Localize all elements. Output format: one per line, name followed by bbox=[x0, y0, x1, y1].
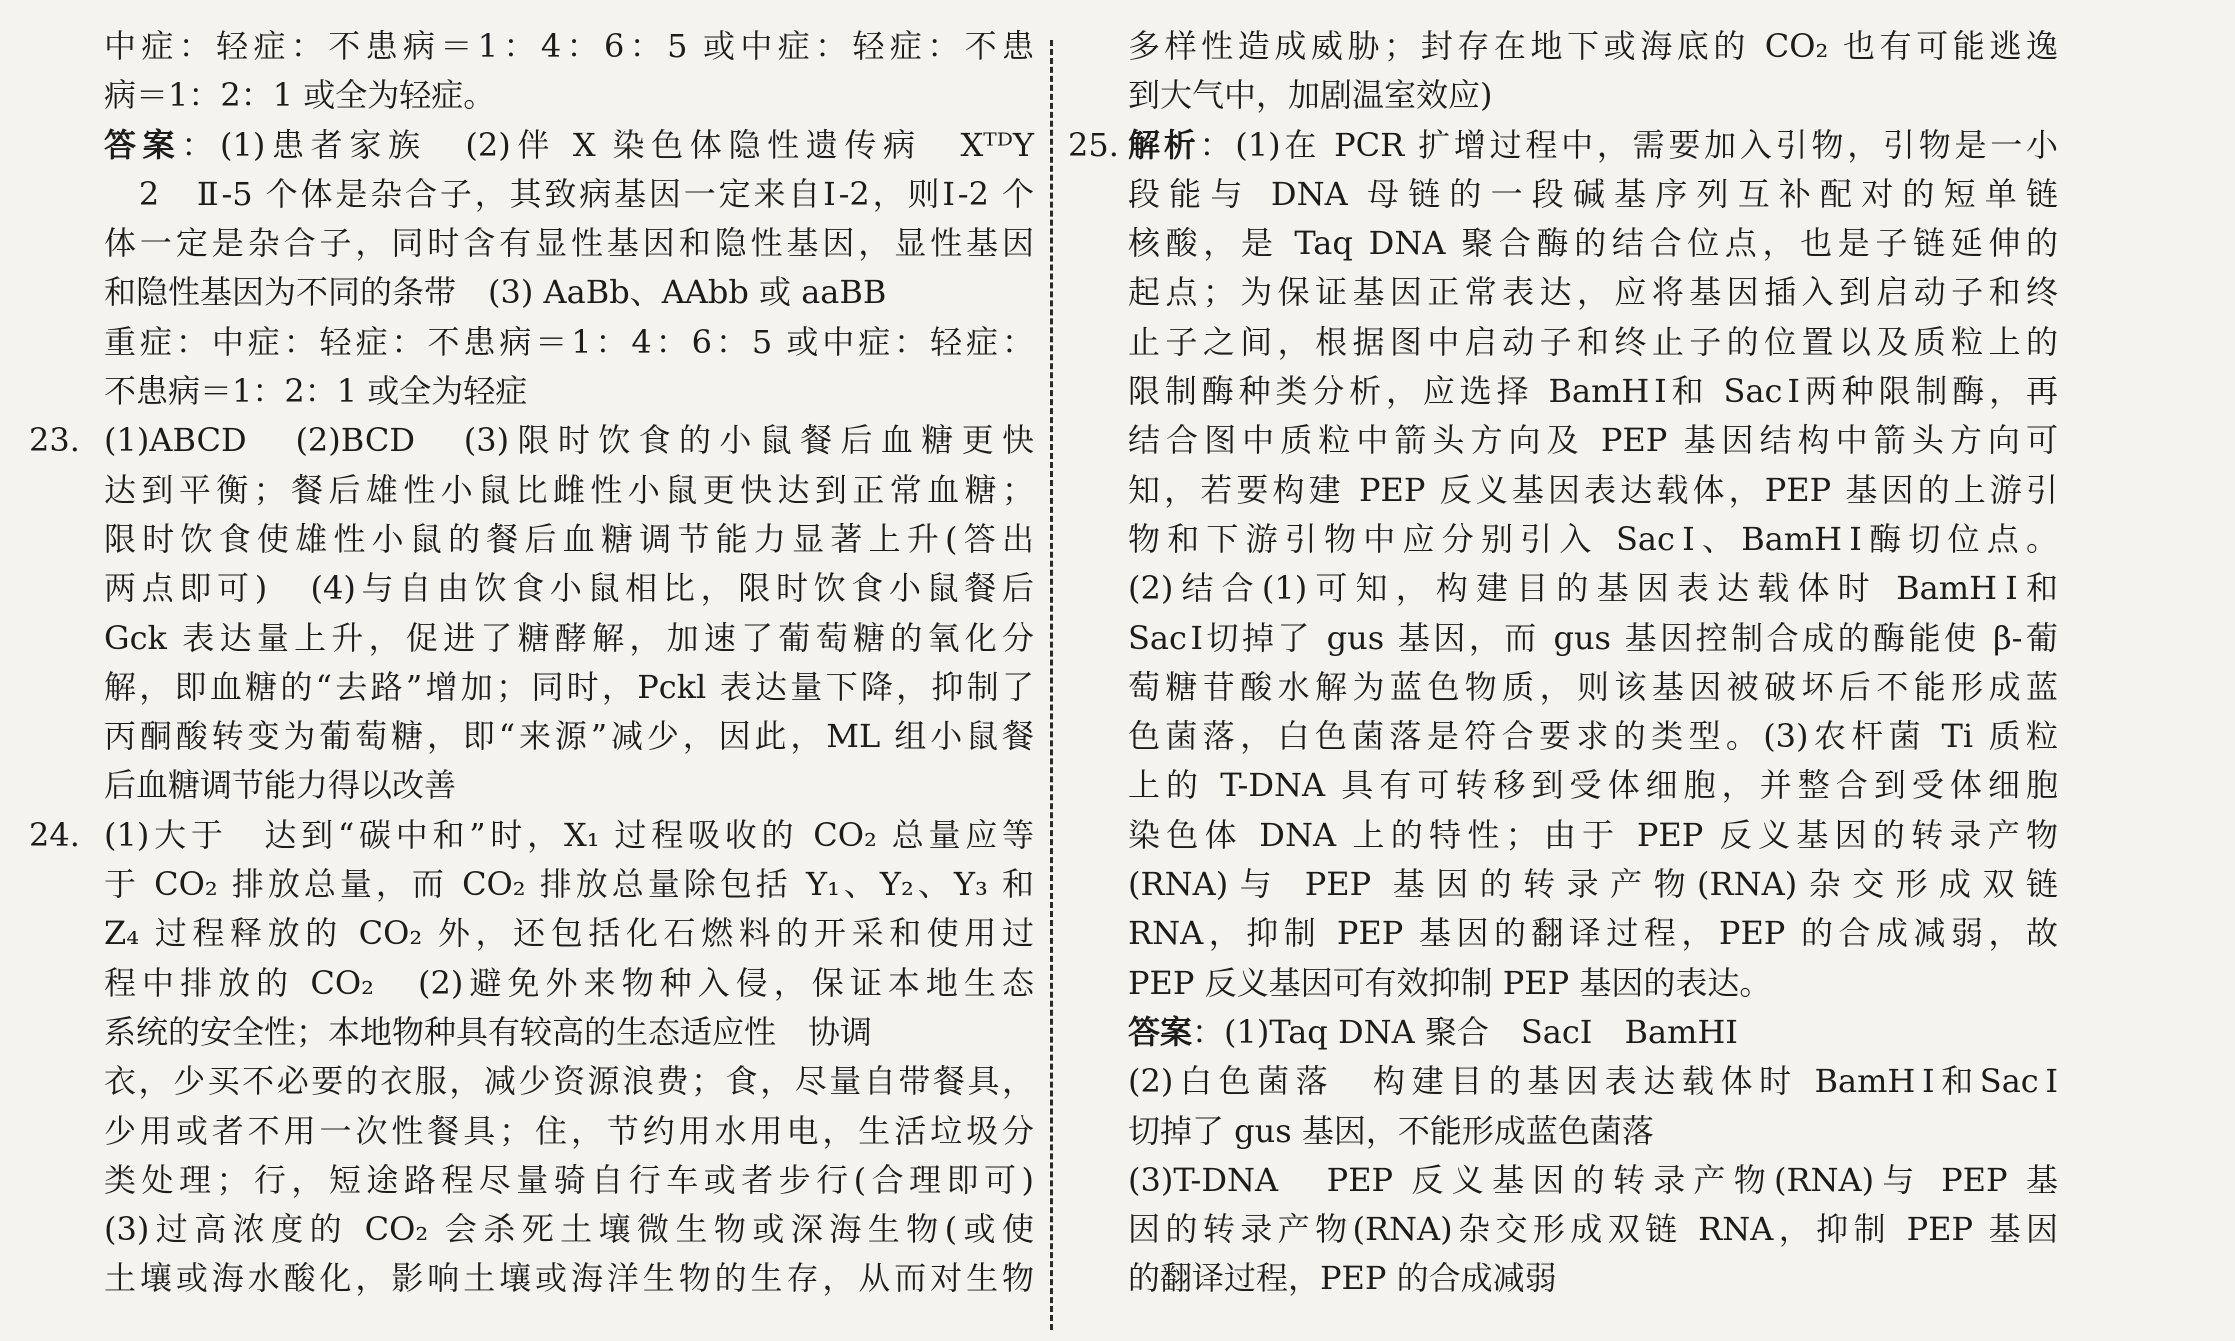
text-line bbox=[104, 1156, 1034, 1205]
line-text: 土壤或海水酸化，影响土壤或海洋生物的生存，从而对生物 bbox=[104, 1259, 1034, 1298]
text-line bbox=[104, 1254, 1034, 1303]
text-line bbox=[1128, 219, 2058, 268]
line-text: (2)结合(1)可知，构建目的基因表达载体时 BamHⅠ和 bbox=[1128, 569, 2058, 608]
line-text: 到大气中，加剧温室效应) bbox=[1128, 76, 1493, 115]
text-line bbox=[1128, 1254, 2058, 1303]
line-text: 重症：中症：轻症：不患病＝1：4：6：5 或中症：轻症： bbox=[104, 322, 1034, 361]
text-line bbox=[104, 860, 1034, 909]
line-text: 程中排放的 CO₂ (2)避免外来物种入侵，保证本地生态 bbox=[104, 963, 1034, 1002]
text-line bbox=[1128, 761, 2058, 810]
line-text: ：(1)在 PCR 扩增过程中，需要加入引物，引物是一小 bbox=[1199, 125, 2058, 164]
line-text: 止子之间，根据图中启动子和终止子的位置以及质粒上的 bbox=[1128, 322, 2058, 361]
line-text: 和隐性基因为不同的条带 (3) AaBb、AAbb 或 aaBB bbox=[104, 273, 887, 312]
text-line bbox=[1128, 71, 2058, 120]
line-text: 体一定是杂合子，同时含有显性基因和隐性基因，显性基因 bbox=[104, 224, 1034, 263]
line-text: 于 CO₂ 排放总量，而 CO₂ 排放总量除包括 Y₁、Y₂、Y₃ 和 bbox=[104, 865, 1034, 904]
text-line bbox=[104, 1008, 1034, 1057]
text-line bbox=[1128, 22, 2058, 71]
line-text: Gck 表达量上升，促进了糖酵解，加速了葡萄糖的氧化分 bbox=[104, 618, 1034, 657]
line-text: (1)大于 达到“碳中和”时，X₁ 过程吸收的 CO₂ 总量应等 bbox=[104, 815, 1034, 854]
text-line bbox=[1128, 367, 2058, 416]
line-text: 衣，少买不必要的衣服，减少资源浪费；食，尽量自带餐具， bbox=[104, 1062, 1034, 1101]
text-line bbox=[104, 170, 1034, 219]
question-number: 23. bbox=[29, 421, 80, 460]
left-column bbox=[29, 22, 1034, 1304]
line-text: 类处理；行，短途路程尽量骑自行车或者步行(合理即可) bbox=[104, 1160, 1034, 1199]
line-text: 因的转录产物(RNA)杂交形成双链 RNA，抑制 PEP 基因 bbox=[1128, 1210, 2058, 1249]
line-text: 两点即可) (4)与自由饮食小鼠相比，限时饮食小鼠餐后 bbox=[104, 569, 1034, 608]
text-line bbox=[104, 564, 1034, 613]
text-line bbox=[104, 268, 1034, 317]
line-text: 限时饮食使雄性小鼠的餐后血糖调节能力显著上升(答出 bbox=[104, 519, 1034, 558]
question-number: 24. bbox=[29, 815, 80, 854]
text-line bbox=[104, 1205, 1034, 1254]
text-line bbox=[1128, 170, 2058, 219]
text-line bbox=[1128, 1008, 2058, 1057]
text-line bbox=[1068, 121, 2058, 170]
right-column bbox=[1068, 22, 2058, 1304]
line-text: 后血糖调节能力得以改善 bbox=[104, 766, 457, 805]
text-line bbox=[1128, 416, 2058, 465]
text-line bbox=[104, 663, 1034, 712]
line-text: 染色体 DNA 上的特性；由于 PEP 反义基因的转录产物 bbox=[1128, 815, 2058, 854]
line-text: 知，若要构建 PEP 反义基因表达载体，PEP 基因的上游引 bbox=[1128, 470, 2058, 509]
text-line bbox=[1128, 1205, 2058, 1254]
line-text: RNA，抑制 PEP 基因的翻译过程，PEP 的合成减弱，故 bbox=[1128, 914, 2058, 953]
text-line bbox=[29, 811, 1034, 860]
line-text: 的翻译过程，PEP 的合成减弱 bbox=[1128, 1259, 1557, 1298]
text-line bbox=[1128, 909, 2058, 958]
text-line bbox=[1128, 1156, 2058, 1205]
text-line bbox=[104, 1057, 1034, 1106]
line-text: 解，即血糖的“去路”增加；同时，Pckl 表达量下降，抑制了 bbox=[104, 667, 1034, 706]
line-text: Z₄ 过程释放的 CO₂ 外，还包括化石燃料的开采和使用过 bbox=[104, 914, 1034, 953]
line-text: 少用或者不用一次性餐具；住，节约用水用电，生活垃圾分 bbox=[104, 1111, 1034, 1150]
line-text: (1)ABCD (2)BCD (3)限时饮食的小鼠餐后血糖更快 bbox=[104, 421, 1034, 460]
line-text: 多样性造成威胁；封存在地下或海底的 CO₂ 也有可能逃逸 bbox=[1128, 27, 2058, 65]
line-text: 2 Ⅱ-5 个体是杂合子，其致病基因一定来自Ⅰ-2，则Ⅰ-2 个 bbox=[104, 174, 1034, 213]
text-line bbox=[1128, 663, 2058, 712]
text-line bbox=[104, 515, 1034, 564]
text-line bbox=[104, 121, 1034, 170]
text-line bbox=[104, 466, 1034, 515]
text-line bbox=[104, 219, 1034, 268]
text-line bbox=[29, 416, 1034, 465]
line-text: 萄糖苷酸水解为蓝色物质，则该基因被破坏后不能形成蓝 bbox=[1128, 667, 2058, 706]
line-text: 丙酮酸转变为葡萄糖，即“来源”减少，因此，ML 组小鼠餐 bbox=[104, 717, 1034, 756]
section-label: 解析 bbox=[1128, 125, 1200, 164]
line-text: 系统的安全性；本地物种具有较高的生态适应性 协调 bbox=[104, 1012, 873, 1051]
text-line bbox=[104, 71, 1034, 120]
line-text: 起点；为保证基因正常表达，应将基因插入到启动子和终 bbox=[1128, 273, 2058, 312]
line-text: PEP 反义基因可有效抑制 PEP 基因的表达。 bbox=[1128, 963, 1772, 1002]
text-line bbox=[1128, 712, 2058, 761]
line-text: 上的 T-DNA 具有可转移到受体细胞，并整合到受体细胞 bbox=[1128, 766, 2058, 805]
text-line bbox=[104, 959, 1034, 1008]
line-text: 限制酶种类分析，应选择 BamHⅠ和 SacⅠ两种限制酶，再 bbox=[1128, 372, 2058, 411]
column-divider bbox=[1050, 40, 1053, 1330]
line-text: 物和下游引物中应分别引入 SacⅠ、BamHⅠ酶切位点。 bbox=[1128, 519, 2058, 558]
text-line bbox=[1128, 466, 2058, 515]
line-text: 病＝1：2：1 或全为轻症。 bbox=[104, 76, 496, 115]
line-text: 段能与 DNA 母链的一段碱基序列互补配对的短单链 bbox=[1128, 174, 2058, 213]
text-line bbox=[104, 909, 1034, 958]
line-text: 达到平衡；餐后雄性小鼠比雌性小鼠更快达到正常血糖； bbox=[104, 470, 1034, 509]
text-line bbox=[1128, 515, 2058, 564]
line-text: (2)白色菌落 构建目的基因表达载体时 BamHⅠ和SacⅠ bbox=[1128, 1062, 2058, 1101]
text-line bbox=[1128, 811, 2058, 860]
text-line bbox=[104, 1107, 1034, 1156]
line-text: 色菌落，白色菌落是符合要求的类型。(3)农杆菌 Ti 质粒 bbox=[1128, 717, 2058, 756]
text-line bbox=[104, 712, 1034, 761]
question-number: 25. bbox=[1068, 125, 1119, 164]
line-text: (3)过高浓度的 CO₂ 会杀死土壤微生物或深海生物(或使 bbox=[104, 1210, 1034, 1249]
text-line bbox=[104, 761, 1034, 810]
section-label: 答案 bbox=[1128, 1012, 1193, 1051]
text-line bbox=[1128, 318, 2058, 367]
line-text: 中症：轻症：不患病＝1：4：6：5 或中症：轻症：不患 bbox=[104, 27, 1034, 65]
text-line bbox=[104, 22, 1034, 71]
text-line bbox=[104, 614, 1034, 663]
text-line bbox=[1128, 564, 2058, 613]
line-text: ：(1)患者家族 (2)伴 X 染色体隐性遗传病 XᵀᴰY bbox=[181, 125, 1034, 164]
line-text: ：(1)Taq DNA 聚合 SacⅠ BamHⅠ bbox=[1192, 1012, 1738, 1051]
section-label: 答案 bbox=[104, 125, 182, 164]
line-text: 核酸，是 Taq DNA 聚合酶的结合位点，也是子链延伸的 bbox=[1128, 224, 2058, 263]
text-line bbox=[1128, 268, 2058, 317]
line-text: 不患病＝1：2：1 或全为轻症 bbox=[104, 372, 528, 411]
text-line bbox=[1128, 1107, 2058, 1156]
line-text: (3)T-DNA PEP 反义基因的转录产物(RNA)与 PEP 基 bbox=[1128, 1160, 2058, 1199]
text-line bbox=[1128, 1057, 2058, 1106]
line-text: SacⅠ切掉了 gus 基因，而 gus 基因控制合成的酶能使 β-葡 bbox=[1128, 618, 2058, 657]
text-line bbox=[104, 367, 1034, 416]
text-line bbox=[1128, 860, 2058, 909]
text-line bbox=[1128, 959, 2058, 1008]
text-line bbox=[104, 318, 1034, 367]
text-line bbox=[1128, 614, 2058, 663]
line-text: (RNA)与 PEP 基因的转录产物(RNA)杂交形成双链 bbox=[1128, 865, 2058, 904]
line-text: 结合图中质粒中箭头方向及 PEP 基因结构中箭头方向可 bbox=[1128, 421, 2058, 460]
line-text: 切掉了 gus 基因，不能形成蓝色菌落 bbox=[1128, 1111, 1654, 1150]
